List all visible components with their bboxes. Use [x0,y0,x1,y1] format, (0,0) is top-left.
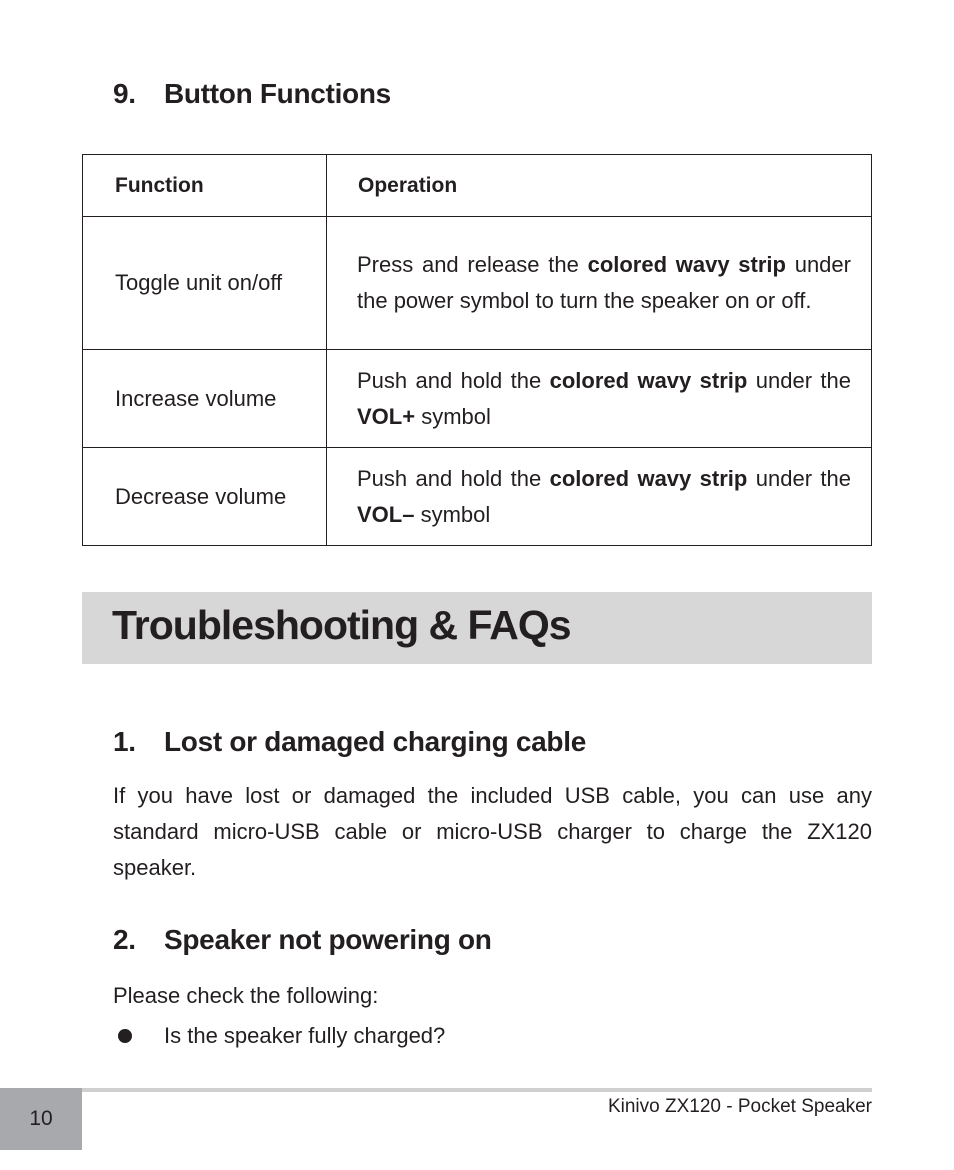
section-title: Button Functions [164,78,391,109]
table-row [83,217,872,350]
footer-title: Kinivo ZX120 - Pocket Speaker [607,1096,872,1117]
function-cell: Increase volume [83,350,327,448]
operation-cell: Push and hold the colored wavy strip under the VOL– symbol [327,448,872,546]
faq-intro: Please check the following: [113,983,379,1008]
faq-body-lost-cable: If you have lost or damaged the included USB cable, you can use any standard micro-USB cable or micro-USB charger to charge the ZX120 speaker. [113,783,872,880]
page-number-text: 10 [29,1107,53,1130]
page-number [0,1088,82,1150]
list-item-text: Is the speaker fully charged? [164,1023,446,1048]
operation-cell: Press and release the colored wavy strip under the power symbol to turn the speaker on or off. [327,217,872,350]
faq-heading-lost-cable [113,726,586,758]
faq-number: 2. [113,924,136,955]
banner-title: Troubleshooting & FAQs [112,602,571,648]
column-header-function: Function [83,155,327,217]
faq-title: Speaker not powering on [164,924,492,955]
table-header-row [83,155,872,217]
function-cell: Decrease volume [83,448,327,546]
faq-number: 1. [113,726,136,757]
function-cell: Toggle unit on/off [83,217,327,350]
section-heading-button-functions [113,78,391,110]
table-row [83,350,872,448]
bullet-icon [118,1029,132,1043]
footer-divider [82,1088,872,1092]
operation-cell: Push and hold the colored wavy strip under the VOL+ symbol [327,350,872,448]
list-item [113,1018,445,1054]
table-row [83,448,872,546]
column-header-operation: Operation [327,155,872,217]
troubleshooting-banner [82,592,872,664]
section-number: 9. [113,78,136,109]
faq-title: Lost or damaged charging cable [164,726,586,757]
button-functions-table [82,154,872,546]
faq-heading-not-powering [113,924,492,956]
